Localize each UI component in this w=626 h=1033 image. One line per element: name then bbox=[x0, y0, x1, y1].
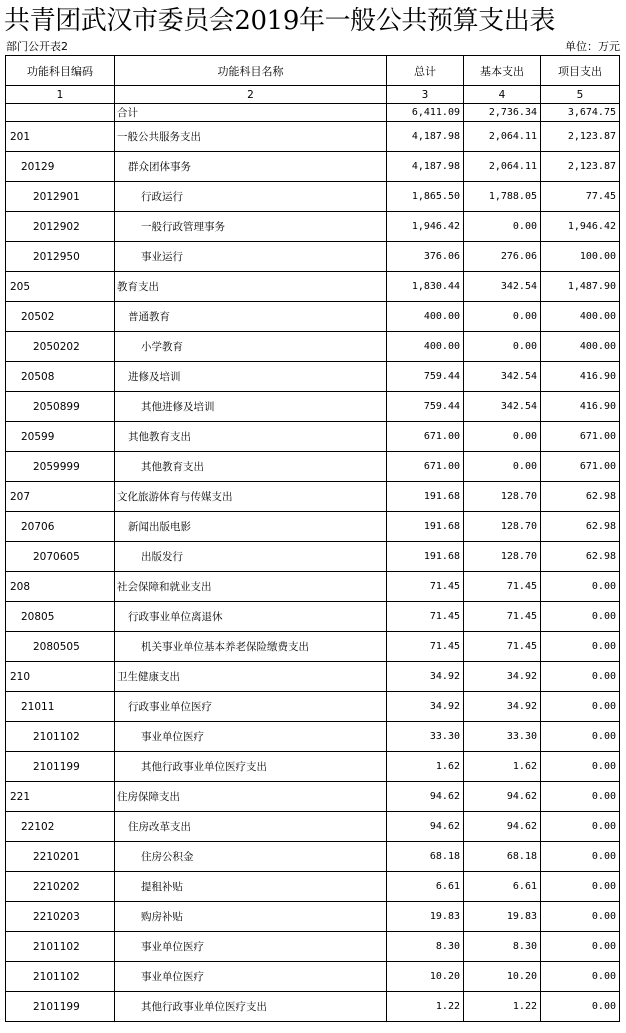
row-code: 221 bbox=[6, 782, 115, 812]
row-project: 0.00 bbox=[541, 902, 620, 932]
row-code: 2012902 bbox=[6, 212, 115, 242]
table-row bbox=[6, 422, 620, 452]
row-name: 卫生健康支出 bbox=[115, 662, 387, 692]
row-basic: 0.00 bbox=[464, 422, 541, 452]
row-code: 2050899 bbox=[6, 392, 115, 422]
row-name: 群众团体事务 bbox=[115, 152, 387, 182]
row-basic: 94.62 bbox=[464, 812, 541, 842]
row-total: 71.45 bbox=[387, 572, 464, 602]
row-code: 2050202 bbox=[6, 332, 115, 362]
row-total: 94.62 bbox=[387, 812, 464, 842]
total-code-cell bbox=[6, 104, 115, 122]
table-row bbox=[6, 602, 620, 632]
row-basic: 128.70 bbox=[464, 512, 541, 542]
row-basic: 2,064.11 bbox=[464, 152, 541, 182]
table-row bbox=[6, 752, 620, 782]
row-total: 191.68 bbox=[387, 542, 464, 572]
row-name: 事业单位医疗 bbox=[115, 932, 387, 962]
row-total: 33.30 bbox=[387, 722, 464, 752]
index-cell: 5 bbox=[541, 86, 620, 104]
row-basic: 33.30 bbox=[464, 722, 541, 752]
row-project: 400.00 bbox=[541, 332, 620, 362]
row-basic: 71.45 bbox=[464, 632, 541, 662]
row-project: 0.00 bbox=[541, 872, 620, 902]
row-code: 2210203 bbox=[6, 902, 115, 932]
row-total: 1,830.44 bbox=[387, 272, 464, 302]
table-row bbox=[6, 542, 620, 572]
row-code: 2210202 bbox=[6, 872, 115, 902]
row-basic: 6.61 bbox=[464, 872, 541, 902]
row-name: 其他教育支出 bbox=[115, 452, 387, 482]
row-code: 20599 bbox=[6, 422, 115, 452]
row-code: 2080505 bbox=[6, 632, 115, 662]
table-row bbox=[6, 332, 620, 362]
row-project: 0.00 bbox=[541, 782, 620, 812]
row-basic: 0.00 bbox=[464, 212, 541, 242]
row-total: 6.61 bbox=[387, 872, 464, 902]
row-project: 100.00 bbox=[541, 242, 620, 272]
row-code: 2012901 bbox=[6, 182, 115, 212]
row-basic: 8.30 bbox=[464, 932, 541, 962]
row-name: 住房改革支出 bbox=[115, 812, 387, 842]
form-number: 部门公开表2 bbox=[6, 40, 68, 53]
budget-table bbox=[5, 55, 620, 1022]
table-row bbox=[6, 662, 620, 692]
row-total: 8.30 bbox=[387, 932, 464, 962]
row-basic: 34.92 bbox=[464, 692, 541, 722]
row-total: 34.92 bbox=[387, 662, 464, 692]
row-code: 2059999 bbox=[6, 452, 115, 482]
row-project: 416.90 bbox=[541, 362, 620, 392]
row-code: 20502 bbox=[6, 302, 115, 332]
row-name: 其他进修及培训 bbox=[115, 392, 387, 422]
row-total: 68.18 bbox=[387, 842, 464, 872]
index-cell: 1 bbox=[6, 86, 115, 104]
row-project: 62.98 bbox=[541, 482, 620, 512]
table-row bbox=[6, 182, 620, 212]
row-code: 20706 bbox=[6, 512, 115, 542]
row-name: 其他行政事业单位医疗支出 bbox=[115, 752, 387, 782]
row-name: 其他教育支出 bbox=[115, 422, 387, 452]
row-basic: 71.45 bbox=[464, 572, 541, 602]
row-project: 0.00 bbox=[541, 662, 620, 692]
row-total: 191.68 bbox=[387, 482, 464, 512]
row-total: 94.62 bbox=[387, 782, 464, 812]
header-name: 功能科目名称 bbox=[115, 56, 387, 86]
row-name: 事业单位医疗 bbox=[115, 722, 387, 752]
row-code: 22102 bbox=[6, 812, 115, 842]
row-total: 19.83 bbox=[387, 902, 464, 932]
row-total: 671.00 bbox=[387, 452, 464, 482]
row-basic: 2,064.11 bbox=[464, 122, 541, 152]
row-total: 376.06 bbox=[387, 242, 464, 272]
row-name: 小学教育 bbox=[115, 332, 387, 362]
row-total: 71.45 bbox=[387, 602, 464, 632]
table-row bbox=[6, 722, 620, 752]
row-name: 社会保障和就业支出 bbox=[115, 572, 387, 602]
row-basic: 0.00 bbox=[464, 452, 541, 482]
row-name: 提租补贴 bbox=[115, 872, 387, 902]
row-project: 0.00 bbox=[541, 602, 620, 632]
total-basic: 2,736.34 bbox=[464, 104, 541, 122]
row-basic: 0.00 bbox=[464, 302, 541, 332]
row-basic: 342.54 bbox=[464, 272, 541, 302]
row-basic: 10.20 bbox=[464, 962, 541, 992]
row-project: 77.45 bbox=[541, 182, 620, 212]
row-name: 新闻出版电影 bbox=[115, 512, 387, 542]
row-project: 0.00 bbox=[541, 722, 620, 752]
header-basic: 基本支出 bbox=[464, 56, 541, 86]
row-total: 1.62 bbox=[387, 752, 464, 782]
row-name: 出版发行 bbox=[115, 542, 387, 572]
row-name: 购房补贴 bbox=[115, 902, 387, 932]
row-code: 2210201 bbox=[6, 842, 115, 872]
table-row bbox=[6, 812, 620, 842]
row-name: 行政事业单位离退休 bbox=[115, 602, 387, 632]
row-project: 0.00 bbox=[541, 932, 620, 962]
row-code: 2070605 bbox=[6, 542, 115, 572]
row-project: 1,487.90 bbox=[541, 272, 620, 302]
row-name: 事业运行 bbox=[115, 242, 387, 272]
row-basic: 19.83 bbox=[464, 902, 541, 932]
row-total: 1,865.50 bbox=[387, 182, 464, 212]
row-code: 2101199 bbox=[6, 752, 115, 782]
table-row bbox=[6, 842, 620, 872]
row-basic: 71.45 bbox=[464, 602, 541, 632]
row-total: 34.92 bbox=[387, 692, 464, 722]
row-project: 0.00 bbox=[541, 752, 620, 782]
row-project: 1,946.42 bbox=[541, 212, 620, 242]
row-basic: 1.62 bbox=[464, 752, 541, 782]
row-name: 行政事业单位医疗 bbox=[115, 692, 387, 722]
row-name: 行政运行 bbox=[115, 182, 387, 212]
row-project: 2,123.87 bbox=[541, 122, 620, 152]
table-row bbox=[6, 512, 620, 542]
header-code: 功能科目编码 bbox=[6, 56, 115, 86]
header-total: 总计 bbox=[387, 56, 464, 86]
row-name: 文化旅游体育与传媒支出 bbox=[115, 482, 387, 512]
row-total: 671.00 bbox=[387, 422, 464, 452]
row-code: 201 bbox=[6, 122, 115, 152]
table-row bbox=[6, 212, 620, 242]
row-code: 2101102 bbox=[6, 962, 115, 992]
table-row bbox=[6, 782, 620, 812]
table-row bbox=[6, 152, 620, 182]
row-project: 62.98 bbox=[541, 542, 620, 572]
row-project: 62.98 bbox=[541, 512, 620, 542]
table-row bbox=[6, 902, 620, 932]
row-total: 759.44 bbox=[387, 362, 464, 392]
table-row bbox=[6, 932, 620, 962]
row-project: 0.00 bbox=[541, 962, 620, 992]
row-basic: 128.70 bbox=[464, 482, 541, 512]
row-total: 1,946.42 bbox=[387, 212, 464, 242]
row-code: 20508 bbox=[6, 362, 115, 392]
row-project: 416.90 bbox=[541, 392, 620, 422]
row-name: 机关事业单位基本养老保险缴费支出 bbox=[115, 632, 387, 662]
row-basic: 0.00 bbox=[464, 332, 541, 362]
row-name: 一般公共服务支出 bbox=[115, 122, 387, 152]
row-code: 2101199 bbox=[6, 992, 115, 1022]
row-project: 0.00 bbox=[541, 692, 620, 722]
table-row bbox=[6, 962, 620, 992]
table-row bbox=[6, 872, 620, 902]
row-code: 205 bbox=[6, 272, 115, 302]
row-code: 21011 bbox=[6, 692, 115, 722]
row-project: 0.00 bbox=[541, 992, 620, 1022]
row-name: 一般行政管理事务 bbox=[115, 212, 387, 242]
row-code: 210 bbox=[6, 662, 115, 692]
row-total: 4,187.98 bbox=[387, 152, 464, 182]
row-basic: 276.06 bbox=[464, 242, 541, 272]
row-total: 191.68 bbox=[387, 512, 464, 542]
row-code: 20805 bbox=[6, 602, 115, 632]
total-project: 3,674.75 bbox=[541, 104, 620, 122]
table-row bbox=[6, 572, 620, 602]
row-basic: 342.54 bbox=[464, 362, 541, 392]
row-basic: 1,788.05 bbox=[464, 182, 541, 212]
row-name: 住房公积金 bbox=[115, 842, 387, 872]
table-row bbox=[6, 362, 620, 392]
row-total: 71.45 bbox=[387, 632, 464, 662]
row-code: 207 bbox=[6, 482, 115, 512]
total-label: 合计 bbox=[115, 104, 387, 122]
table-row bbox=[6, 632, 620, 662]
index-row bbox=[6, 86, 620, 104]
table-row bbox=[6, 122, 620, 152]
table-row bbox=[6, 242, 620, 272]
table-row bbox=[6, 452, 620, 482]
row-name: 进修及培训 bbox=[115, 362, 387, 392]
row-basic: 68.18 bbox=[464, 842, 541, 872]
row-total: 1.22 bbox=[387, 992, 464, 1022]
row-project: 0.00 bbox=[541, 842, 620, 872]
row-name: 事业单位医疗 bbox=[115, 962, 387, 992]
row-basic: 342.54 bbox=[464, 392, 541, 422]
row-name: 住房保障支出 bbox=[115, 782, 387, 812]
unit-label: 单位：万元 bbox=[565, 40, 620, 53]
table-row bbox=[6, 482, 620, 512]
row-project: 671.00 bbox=[541, 452, 620, 482]
row-code: 208 bbox=[6, 572, 115, 602]
row-name: 普通教育 bbox=[115, 302, 387, 332]
index-cell: 3 bbox=[387, 86, 464, 104]
table-row bbox=[6, 302, 620, 332]
index-cell: 4 bbox=[464, 86, 541, 104]
row-code: 2101102 bbox=[6, 722, 115, 752]
table-row bbox=[6, 392, 620, 422]
row-project: 400.00 bbox=[541, 302, 620, 332]
row-project: 0.00 bbox=[541, 572, 620, 602]
row-basic: 128.70 bbox=[464, 542, 541, 572]
header-row bbox=[6, 56, 620, 86]
row-basic: 94.62 bbox=[464, 782, 541, 812]
row-basic: 34.92 bbox=[464, 662, 541, 692]
row-total: 4,187.98 bbox=[387, 122, 464, 152]
row-total: 10.20 bbox=[387, 962, 464, 992]
row-name: 教育支出 bbox=[115, 272, 387, 302]
row-total: 759.44 bbox=[387, 392, 464, 422]
header-project: 项目支出 bbox=[541, 56, 620, 86]
row-name: 其他行政事业单位医疗支出 bbox=[115, 992, 387, 1022]
row-project: 2,123.87 bbox=[541, 152, 620, 182]
row-project: 0.00 bbox=[541, 632, 620, 662]
total-total: 6,411.09 bbox=[387, 104, 464, 122]
row-project: 0.00 bbox=[541, 812, 620, 842]
row-code: 2012950 bbox=[6, 242, 115, 272]
index-cell: 2 bbox=[115, 86, 387, 104]
row-code: 20129 bbox=[6, 152, 115, 182]
total-row bbox=[6, 104, 620, 122]
table-row bbox=[6, 272, 620, 302]
table-row bbox=[6, 992, 620, 1022]
row-basic: 1.22 bbox=[464, 992, 541, 1022]
row-total: 400.00 bbox=[387, 332, 464, 362]
row-project: 671.00 bbox=[541, 422, 620, 452]
row-total: 400.00 bbox=[387, 302, 464, 332]
row-code: 2101102 bbox=[6, 932, 115, 962]
page-title: 共青团武汉市委员会2019年一般公共预算支出表 bbox=[4, 6, 555, 36]
table-row bbox=[6, 692, 620, 722]
